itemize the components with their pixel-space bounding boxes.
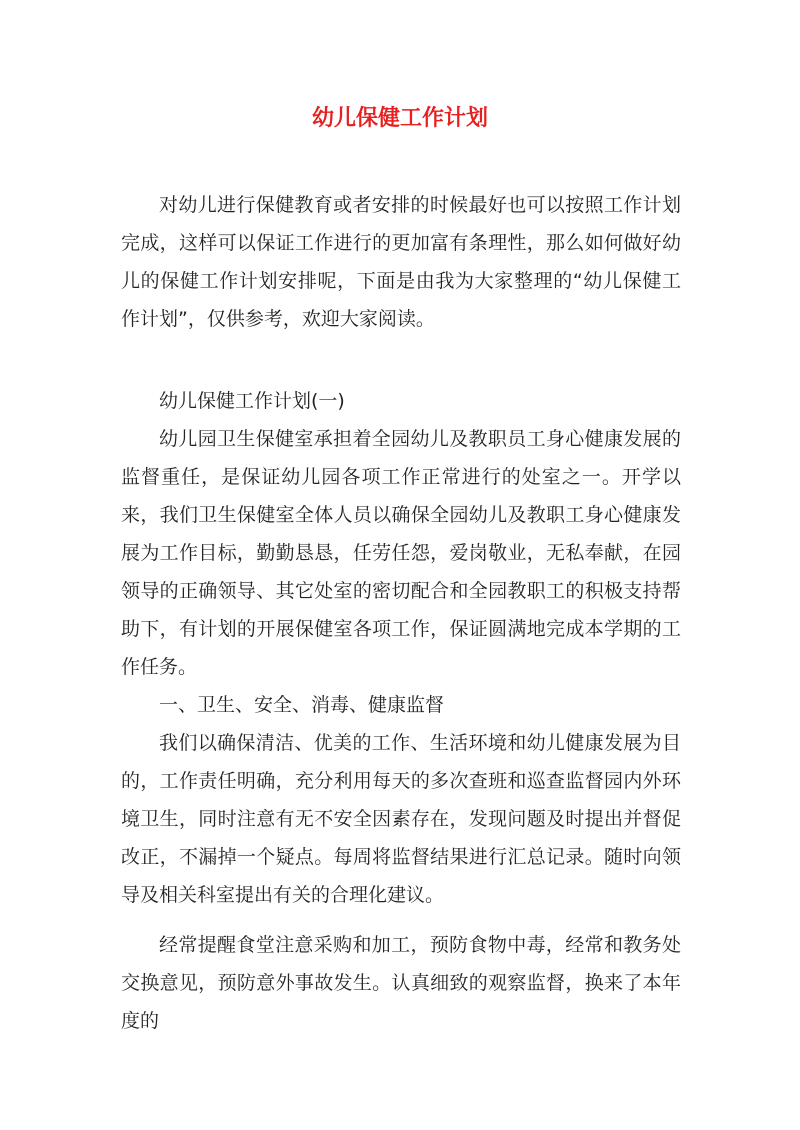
- spacer: [121, 338, 681, 382]
- body-paragraph-1: 幼儿园卫生保健室承担着全园幼儿及教职员工身心健康发展的监督重任，是保证幼儿园各项工作正常进行的处室之一。开学以来，我们卫生保健室全体人员以确保全园幼儿及教职工身心健康发展为工作目标，勤勤恳恳，任劳任怨，爱岗敬业，无私奉献，在园领导的正确领导、其它处室的密切配合和全园教职工的积极支持帮助下，有计划的开展保健室各项工作，保证圆满地完成本学期的工作任务。: [121, 428, 681, 678]
- section-heading: 幼儿保健工作计划(一): [159, 390, 345, 412]
- sub-heading-1: 一、卫生、安全、消毒、健康监督: [159, 694, 445, 716]
- spacer: [121, 914, 681, 926]
- intro-paragraph: 对幼儿进行保健教育或者安排的时候最好也可以按照工作计划完成，这样可以保证工作进行的更加富有条理性，那么如何做好幼儿的保健工作计划安排呢，下面是由我为大家整理的“幼儿保健工作计划”，仅供参考，欢迎大家阅读。: [121, 194, 681, 330]
- body-paragraph-3: 经常提醒食堂注意采购和加工，预防食物中毒，经常和教务处交换意见，预防意外事故发生。认真细致的观察监督，换来了本年度的: [121, 934, 681, 1032]
- body-paragraph-2: 我们以确保清洁、优美的工作、生活环境和幼儿健康发展为目的，工作责任明确，充分利用每天的多次查班和巡查监督园内外环境卫生，同时注意有无不安全因素存在，发现问题及时提出并督促改正，不漏掉一个疑点。每周将监督结果进行汇总记录。随时向领导及相关科室提出有关的合理化建议。: [121, 732, 681, 906]
- document-title: 幼儿保健工作计划: [311, 106, 488, 131]
- document-body: [121, 186, 681, 1040]
